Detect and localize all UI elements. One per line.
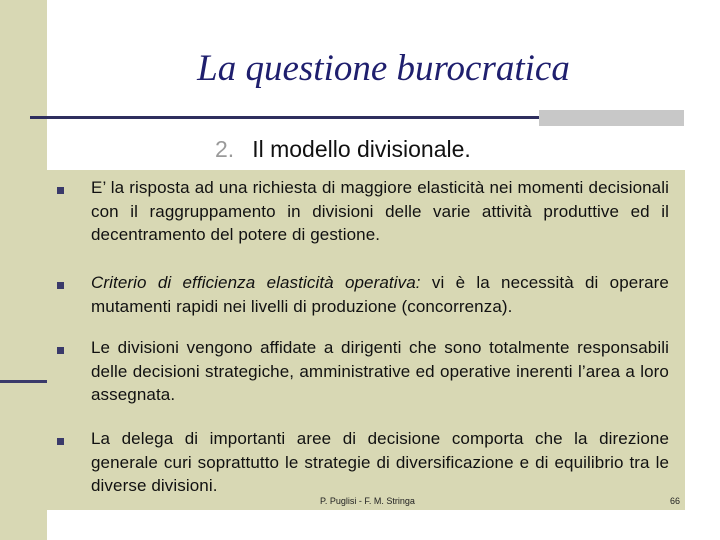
bullet-text: Le divisioni vengono affidate a dirigenti che sono totalmente responsabili delle decisioni strategiche, amministrative ed operative inerenti l’area a loro assegnata. [91,338,669,404]
footer-author: P. Puglisi - F. M. Stringa [320,496,415,506]
bullet-text: La delega di importanti aree di decisione comporta che la direzione generale curi soprattutto le strategie di diversificazione e di equilibrio tra le diverse divisioni. [91,429,669,495]
bullet-list [47,170,685,510]
bullet-text: E’ la risposta ad una richiesta di maggiore elasticità nei momenti decisionali con il raggruppamento in divisioni delle varie attività produttive ed il decentramento del potere di gestione. [91,178,669,244]
bullet-text [91,271,669,318]
square-bullet-icon [57,187,64,194]
bullet-regular-text: vi è la necessità di operare mutamenti rapidi nei livelli di produzione (concorrenza). [91,273,669,316]
title-divider [30,116,539,119]
subtitle-text: Il modello divisionale. [252,136,471,162]
square-bullet-icon [57,282,64,289]
subtitle-number: 2. [215,136,235,162]
slide-title: La questione burocratica [197,48,570,89]
left-accent-bar [0,0,47,540]
page-number: 66 [669,496,680,506]
slide-subtitle [215,134,471,164]
left-accent-line [0,380,47,383]
square-bullet-icon [57,347,64,354]
title-divider-block [539,110,684,126]
square-bullet-icon [57,438,64,445]
bullet-italic-text: Criterio di efficienza elasticità operativa: [91,273,421,292]
